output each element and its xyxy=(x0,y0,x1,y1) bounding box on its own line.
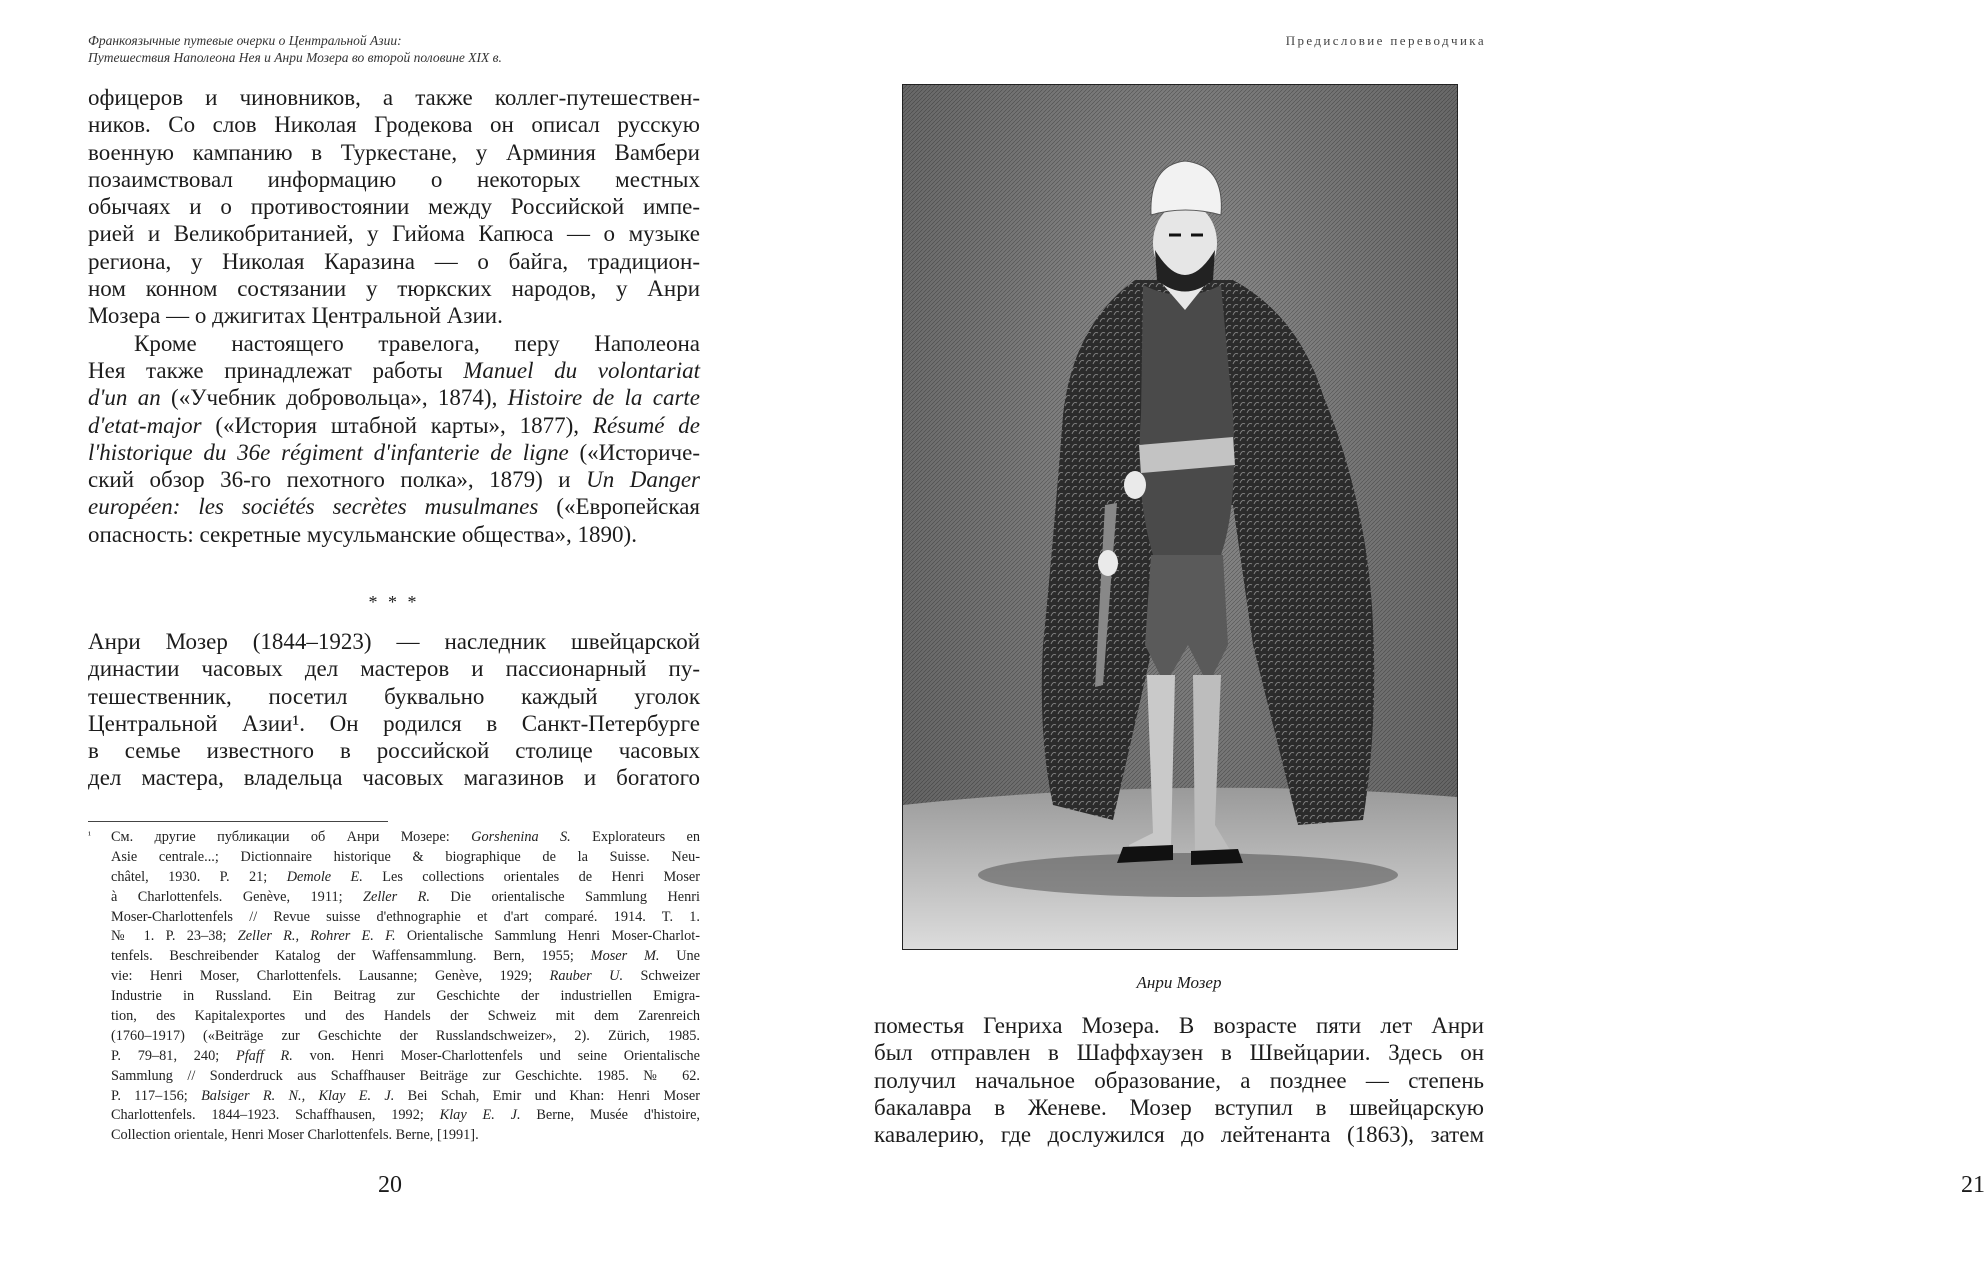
tunic xyxy=(1140,285,1235,555)
text-run: Explorateurs en xyxy=(592,829,701,845)
text-run: Schweizer xyxy=(640,968,701,985)
text-run: P. 79–81, 240; xyxy=(111,1047,220,1064)
text-run: Charlottenfels. 1844–1923. Schaffhausen, 1992; xyxy=(111,1107,424,1124)
running-head-line: Путешествия Наполеона Нея и Анри Мозера во второй половине XIX в. xyxy=(88,50,502,65)
text-line: кавалерию, где дослужился до лейтенанта (1863), затем xyxy=(874,1122,1484,1148)
footnote-mark: ¹ xyxy=(88,830,91,841)
footnote-line xyxy=(111,828,700,848)
book-title: Résumé de xyxy=(592,412,700,438)
footnote xyxy=(88,828,700,1146)
text-line xyxy=(88,357,700,384)
text-run: von. Henri Moser-Charlottenfels und seine Orientalische xyxy=(309,1047,701,1064)
author-name: Pfaff R. xyxy=(235,1047,293,1064)
left-page xyxy=(0,0,797,1269)
text-run: P. 117–156; xyxy=(111,1087,188,1104)
footnote-line: tion, des Kapitalexportes und des Handels der Schweiz mit dem Zarenreich xyxy=(111,1008,700,1025)
footnote-line xyxy=(111,967,700,987)
text-run: Une xyxy=(676,948,701,965)
author-name: Gorshenina S. xyxy=(471,829,571,845)
text-line: поместья Генриха Мозера. В возрасте пяти лет Анри xyxy=(874,1013,1484,1038)
text-line: в семье известного в российской столице часовых xyxy=(88,738,700,764)
text-run: Les collections orientales de Henri Moser xyxy=(382,868,700,885)
portrait-caption: Анри Мозер xyxy=(1136,973,1222,992)
text-line: Мозера — о джигитах Центральной Азии. xyxy=(88,303,503,329)
text-line xyxy=(88,466,700,493)
footnote-line: Collection orientale, Henri Moser Charlottenfels. Berne, [1991]. xyxy=(111,1127,479,1144)
text-run: Berne, Musée d'histoire, xyxy=(536,1107,700,1124)
left-shoe xyxy=(1117,845,1173,863)
footnote-line xyxy=(111,1087,700,1107)
text-line: Кроме настоящего травелога, перу Наполеона xyxy=(134,330,700,356)
text-run: № 1. P. 23–38; xyxy=(111,928,227,945)
footnote-line: (1760–1917) («Beiträge zur Geschichte der Russlandschweizer», 2). Zürich, 1985. xyxy=(111,1027,700,1044)
text-line: ников. Со слов Николая Гродекова он описал русскую xyxy=(88,112,700,138)
book-title: d'etat-major xyxy=(88,412,202,438)
text-line: рией и Великобританией, у Гийома Капюса — о музыке xyxy=(88,221,700,247)
text-line: был отправлен в Шаффхаузен в Швейцарии. Здесь он xyxy=(874,1040,1484,1066)
paragraph-moser-biography xyxy=(88,628,700,792)
author-name: Moser M. xyxy=(590,948,660,965)
text-line: офицеров и чиновников, а также коллег-путешествен- xyxy=(88,85,700,110)
text-run: Bei Schah, Emir und Khan: Henri Moser xyxy=(407,1087,701,1104)
hand xyxy=(1124,471,1146,499)
text-line: династии часовых дел мастеров и пассионарный пу- xyxy=(88,656,700,682)
footnote-line: Moser-Charlottenfels // Revue suisse d'ethnographie et d'art comparé. 1914. T. 1. xyxy=(111,908,700,925)
text-run: à Charlottenfels. Genève, 1911; xyxy=(111,888,343,905)
text-line: ном конном состязании у тюркских народов, у Анри xyxy=(88,276,700,302)
footnote-line xyxy=(111,868,700,888)
text-line: опасность: секретные мусульманские общества», 1890). xyxy=(88,521,637,547)
footnote-line xyxy=(111,927,700,947)
book-title: Manuel du volontariat xyxy=(463,357,700,383)
text-line: дел мастера, владельца часовых магазинов и богатого xyxy=(88,765,700,791)
paragraph-moser-education xyxy=(874,1012,1484,1148)
book-title: Un Danger xyxy=(586,467,700,493)
page-number: 20 xyxy=(378,1172,402,1198)
footnote-line: Industrie in Russland. Ein Beitrag zur Geschichte der industriellen Emigra- xyxy=(111,988,700,1005)
text-run: («Учебник добровольца», 1874), xyxy=(171,385,498,411)
book-title: l'historique du 36e régiment d'infanterie de ligne xyxy=(88,439,569,465)
text-run: Нея также принадлежат работы xyxy=(88,357,443,383)
text-run: tenfels. Beschreibender Katalog der Waffensammlung. Bern, 1955; xyxy=(111,948,574,965)
text-line: получил начальное образование, а позднее — степень xyxy=(874,1067,1484,1093)
text-line: бакалавра в Женеве. Мозер вступил в швейцарскую xyxy=(874,1094,1484,1120)
footnote-line xyxy=(111,1047,700,1067)
running-head-line: Франкоязычные путевые очерки о Центральной Азии: xyxy=(88,33,402,48)
text-line xyxy=(88,412,700,439)
author-name: Balsiger R. N., Klay E. J. xyxy=(201,1087,395,1104)
hand xyxy=(1098,550,1118,576)
text-line: тешественник, посетил буквально каждый уголок xyxy=(88,683,700,709)
text-run: vie: Henri Moser, Charlottenfels. Lausanne; Genève, 1929; xyxy=(111,968,533,985)
shadow xyxy=(978,853,1398,897)
portrait-illustration xyxy=(902,84,1458,950)
text-run: См. другие публикации об Анри Мозере: xyxy=(111,829,450,845)
text-run: («Европейская xyxy=(556,494,700,520)
book-title: Histoire de la carte xyxy=(507,385,700,411)
book-title: européen: les sociétés secrètes musulmanes xyxy=(88,494,539,520)
text-line: Анри Мозер (1844–1923) — наследник швейцарской xyxy=(88,629,700,654)
author-name: Zeller R., Rohrer E. F. xyxy=(237,928,396,945)
text-line: позаимствовал информацию о некоторых местных xyxy=(88,166,700,192)
text-line: Центральной Азии¹. Он родился в Санкт-Петербурге xyxy=(88,710,700,736)
footnote-line: Asie centrale...; Dictionnaire historique & biographique de la Suisse. Neu- xyxy=(111,848,700,865)
footnote-rule xyxy=(88,821,388,822)
author-name: Klay E. J. xyxy=(439,1107,521,1124)
text-line: военную кампанию в Туркестане, у Арминия Вамбери xyxy=(88,139,700,165)
page-number: 21 xyxy=(1961,1172,1985,1198)
text-run: châtel, 1930. P. 21; xyxy=(111,868,268,885)
footnote-line xyxy=(111,888,700,908)
paragraph-moser-sources xyxy=(88,84,700,548)
footnote-line: Sammlung // Sonderdruck aus Schaffhauser Beiträge zur Geschichte. 1985. № 62. xyxy=(111,1067,700,1084)
author-name: Demole E. xyxy=(286,868,363,885)
book-title: d'un an xyxy=(88,385,161,411)
running-head-left xyxy=(88,32,728,66)
text-line: обычаях и о противостоянии между Российской импе- xyxy=(88,194,700,220)
footnote-line xyxy=(111,947,700,967)
text-line xyxy=(88,384,700,411)
author-name: Rauber U. xyxy=(549,968,624,985)
footnote-line xyxy=(111,1106,700,1126)
author-name: Zeller R. xyxy=(363,888,430,905)
right-shoe xyxy=(1191,849,1243,865)
text-run: («История штабной карты», 1877), xyxy=(215,412,580,438)
portrait-engraving xyxy=(903,85,1457,949)
text-run: Die orientalische Sammlung Henri xyxy=(450,888,700,905)
running-head-right: Предисловие переводчика xyxy=(1285,33,1486,48)
text-line xyxy=(88,493,700,520)
text-run: («Историче- xyxy=(579,439,700,465)
text-run: ский обзор 36-го пехотного полка», 1879) и xyxy=(88,467,571,493)
text-line xyxy=(88,439,700,466)
section-break-asterism: * * * xyxy=(368,592,420,612)
text-line: региона, у Николая Каразина — о байга, традицион- xyxy=(88,248,700,274)
text-run: Orientalische Sammlung Henri Moser-Charlot- xyxy=(406,928,700,945)
